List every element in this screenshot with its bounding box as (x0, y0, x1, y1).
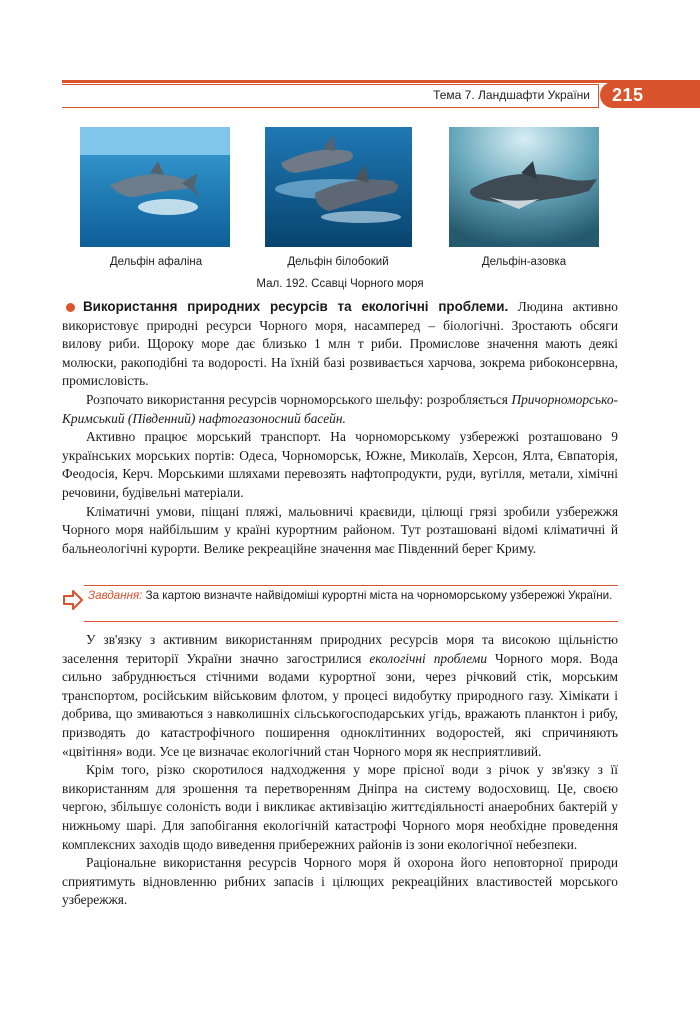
section-title: Використання природних ресурсів та екологічні проблеми. (83, 299, 509, 314)
photo-harbour-porpoise (449, 127, 599, 247)
header-rule (62, 80, 700, 83)
arrow-right-icon (62, 590, 84, 610)
section-ecology (62, 631, 618, 910)
section-resources (62, 298, 618, 558)
paragraph: У зв'язку з активним використанням природних ресурсів моря та високою щільністю заселення території України значно загострилися екологічні проблеми Чорного моря. Вода сильно забруднюється стічними водами курортної зони, через річковий стік, морським транспортом, російським військовим флотом, у процесі видобутку природного газу. Хімікати і добрива, що змиваються з навколишніх сільськогосподарських угідь, вражають планктон і рибу, призводять до катастрофічного поширення одноклітинних водоростей, які спричиняють «цвітіння» води. Усе це визначає екологічний стан Чорного моря як несприятливий. (62, 632, 618, 759)
figure-caption: Мал. 192. Ссавці Чорного моря (256, 278, 424, 290)
paragraph: Кліматичні умови, піщані пляжі, мальовничі краєвиди, цілющі грязі зробили узбережжя Чорного моря найбільшим у країні курортним районом. Тут розташовані відомі кліматичні й бальнеологічні курорти. Велике рекреаційне значення має Південний берег Криму. (62, 503, 618, 556)
photo-caption: Дельфін афаліна (109, 256, 203, 268)
photo-caption: Дельфін білобокий (287, 256, 389, 268)
photo-bottlenose-dolphin (80, 127, 230, 247)
bullet-icon (66, 303, 75, 312)
paragraph: Раціональне використання ресурсів Чорного моря й охорона його неповторної природи сприятимуть відновленню рибних запасів і цілющих рекреаційних властивостей морського узбережжя. (62, 855, 618, 908)
page-number: 215 (612, 85, 644, 105)
paragraph-text: Людина активно використовує природні ресурси Чорного моря, насамперед – біологічні. Зростають обсяги вилову риби. Щороку море дає близько 1 млн т риби. Промислове значення мають деякі молюски, ракоподібні та водорості. На їхній базі розвивається харчова, зокрема рибоконсервна, промисловість. (62, 299, 618, 389)
photo-caption: Дельфін-азовка (481, 256, 567, 268)
paragraph (62, 298, 618, 391)
photo-common-dolphin (265, 127, 412, 247)
task-text: Завдання: За картою визначте найвідоміші курортні міста на чорноморському узбережжі України. (88, 589, 613, 602)
topic-title: Тема 7. Ландшафти України (433, 88, 590, 102)
paragraph: Активно працює морський транспорт. На чорноморському узбережжі розташовано 9 українських морських портів: Одеса, Чорноморськ, Южне, Миколаїв, Херсон, Ялта, Євпаторія, Феодосія, Керч. Морськими шляхами перевозять нафтопродукти, руди, вугілля, метали, хімічні речовини, будівельні матеріали. (62, 429, 618, 500)
paragraph: Розпочато використання ресурсів чорноморського шельфу: розробляється Причорноморсько-Кримський (Південний) нафтогазоносний басейн. (62, 391, 618, 426)
paragraph: Крім того, різко скоротилося надходження у море прісної води з річок у зв'язку з її використанням для зрошення та перетворенням Дніпра на систему водосховищ. Це, своєю чергою, збільшує солоність води і викликає активізацію життєдіяльності анаеробних бактерій у нижньому шарі. Для запобігання екологічній катастрофі Чорного моря необхідне проведення комплексних заходів щодо виведення прибережних районів із зони екологічної небезпеки. (62, 762, 618, 852)
running-header (62, 84, 599, 108)
task-box (62, 585, 618, 622)
task-label: Завдання: (88, 589, 143, 602)
